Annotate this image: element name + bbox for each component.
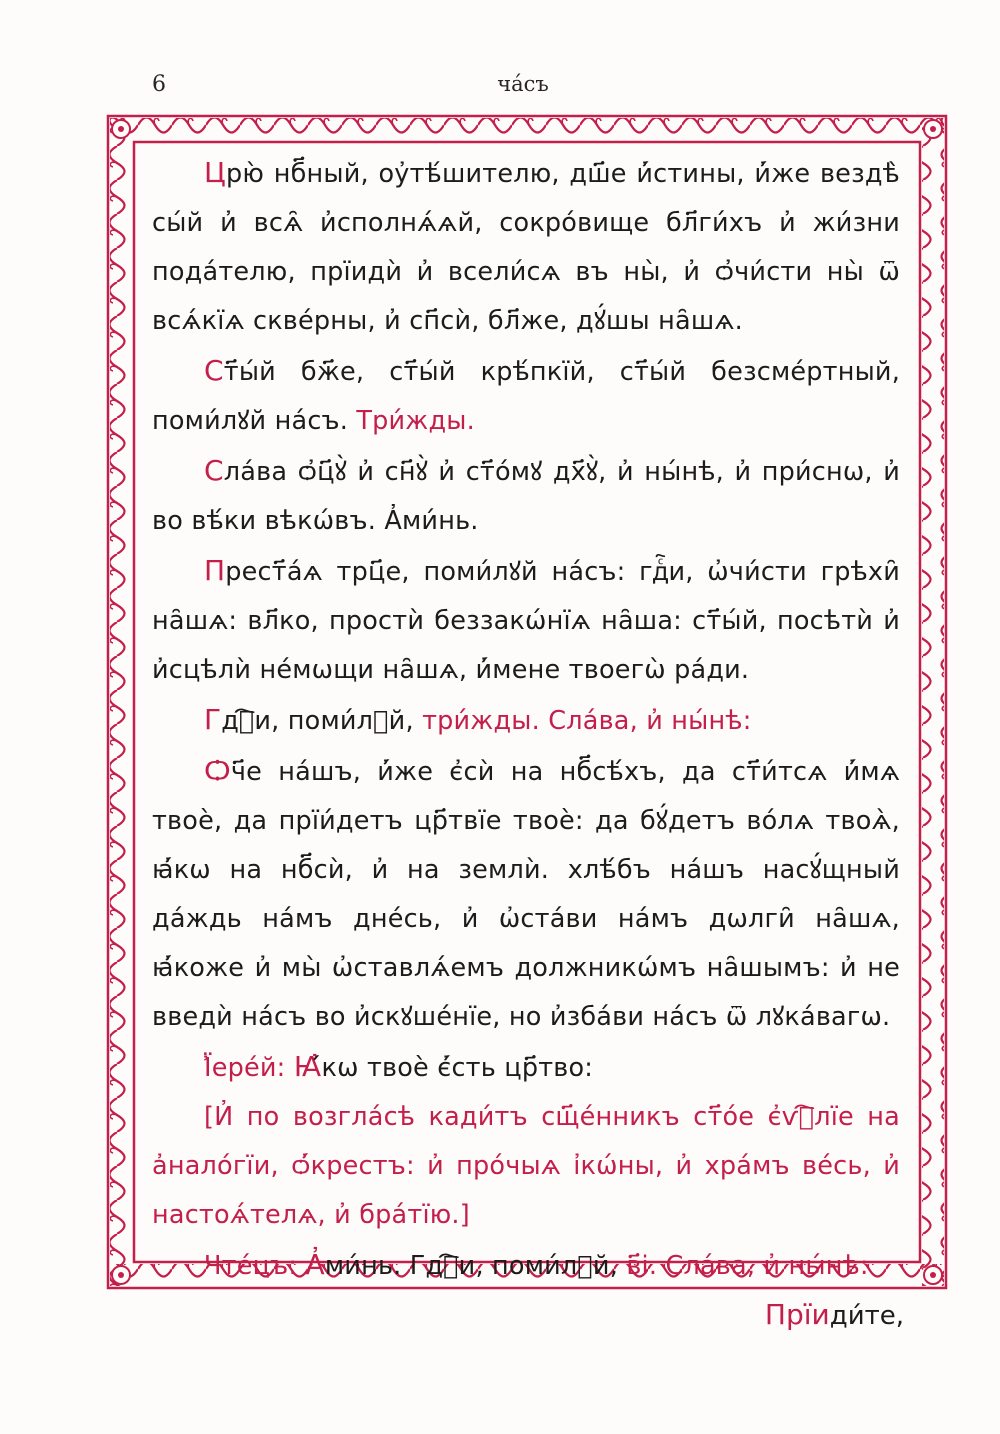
rubric-text: три́жды. Сла́ва, и҆ ны́нѣ: <box>413 706 752 736</box>
catchword-text: ди́те, <box>829 1301 904 1331</box>
paragraph-text: дⷭ҇и, поми́лꙋй, <box>221 706 414 736</box>
catchword <box>765 1298 904 1331</box>
rubric-speaker: Чте́цъ: <box>204 1251 306 1281</box>
rubric-speaker: Ї҆ере́й: <box>204 1053 294 1083</box>
paragraph-rubric-censing <box>152 1093 900 1240</box>
paragraph-text: ла́ва ѻ҆ц҃ꙋ̀ и҆ сн҃ꙋ̀ и҆ ст҃о́мꙋ дх҃ꙋ̀, и҆ ны́нѣ, и҆ при́снѡ, и҆ во вѣ́ки вѣкѡ́въ. А҆ми́нь. <box>152 457 900 536</box>
paragraph-text: ми́нь. Гдⷭ҇и, поми́лꙋй, <box>324 1251 619 1281</box>
paragraph-our-father <box>152 746 900 1042</box>
paragraph-text: т҃ы́й бж҃е, ст҃ы́й крѣ́пкїй, ст҃ы́й безсме́ртный, поми́лꙋй на́съ. <box>152 357 900 436</box>
running-title: ча́съ <box>497 72 549 96</box>
rubric-text: [И҆ по возгла́сѣ кади́тъ сщ҃е́нникъ ст҃о́е є҆ѵⷢ҇лїе на а҆нало́гїи, ѻ҆́крестъ: и҆ про́чыѧ і҆кѡ́ны, и҆ хра́мъ ве́сь, и҆ настоѧ́телѧ, и҆ бра́тїю.] <box>152 1102 900 1230</box>
prayer-text <box>152 148 900 1291</box>
paragraph-text: ч҃е на́шъ, и҆́же є҆сѝ на нб҃сѣ́хъ, да ст҃и́тсѧ и҆́мѧ твоѐ, да прїи́детъ цр҃твїе твоѐ: да бꙋ́детъ во́лѧ твоѧ̀, ꙗ҆́кѡ на нб҃сѝ, и҆ на землѝ. хлѣ́бъ на́шъ насꙋ́щный да́ждь на́мъ дне́сь, и҆ ѡ҆ста́ви на́мъ дѡлги̑ на̑шѧ, ꙗ҆́коже и҆ мы̀ ѡ҆ставлѧ́емъ должникѡ́мъ на̑шымъ: и҆ не введѝ на́съ во и҆скꙋше́нїе, но и҆зба́ви на́съ ѿ лꙋка́вагѡ. <box>152 757 900 1032</box>
paragraph-holy-trinity <box>152 546 900 695</box>
rubric-text: в҃і. Сла́ва, и҆ ны́нѣ: <box>618 1251 869 1281</box>
paragraph-reader <box>152 1240 900 1291</box>
paragraph-text: рест҃а́ѧ трц҃е, поми́лꙋй на́съ: гдⷭ҇и, ѡ҆чи́сти грѣхи̑ на̑шѧ: вл҃ко, простѝ беззакѡ́нїѧ на̑ша: ст҃ы́й, посѣтѝ и҆ и҆сцѣлѝ не́мѡщи на̑шѧ, и҆́мене твоегѡ̀ ра́ди. <box>152 557 900 685</box>
initial-letter: С <box>204 454 224 487</box>
page-number: 6 <box>152 72 166 97</box>
paragraph-trisagion <box>152 346 900 446</box>
initial-letter: С <box>204 354 224 387</box>
initial-letter: Ѻ <box>204 754 231 787</box>
paragraph-glory <box>152 446 900 546</box>
paragraph-heavenly-king <box>152 148 900 346</box>
initial-letter: П <box>204 554 226 587</box>
rubric-text: Три́жды. <box>348 406 475 436</box>
paragraph-lord-have-mercy <box>152 695 900 746</box>
initial-letter: Г <box>204 703 222 736</box>
paragraph-text: рю̀ нб҃ный, оу҆тѣ́шителю, дш҃е и҆́стины, и҆́же вездѣ̀ сы́й и҆ всѧ̑ и҆сполнѧ́ѧй, сокро́вище бл҃ги́хъ и҆ жи́зни пода́телю, прїидѝ и҆ всели́сѧ въ ны̀, и҆ ѻ҆чи́сти ны̀ ѿ всѧ́кїѧ скве́рны, и҆ сп҃сѝ, бл҃же, дꙋ́шы на̑шѧ. <box>152 159 900 336</box>
initial-letter: А҆ <box>305 1248 325 1281</box>
paragraph-priest <box>152 1042 900 1093</box>
initial-letter: Ꙗ҆ <box>293 1050 322 1083</box>
initial-letter: Ц <box>204 156 226 189</box>
catchword-initial: Прїи <box>764 1298 830 1331</box>
paragraph-text: ́кѡ твоѐ є҆́сть цр҃тво: <box>321 1053 594 1083</box>
